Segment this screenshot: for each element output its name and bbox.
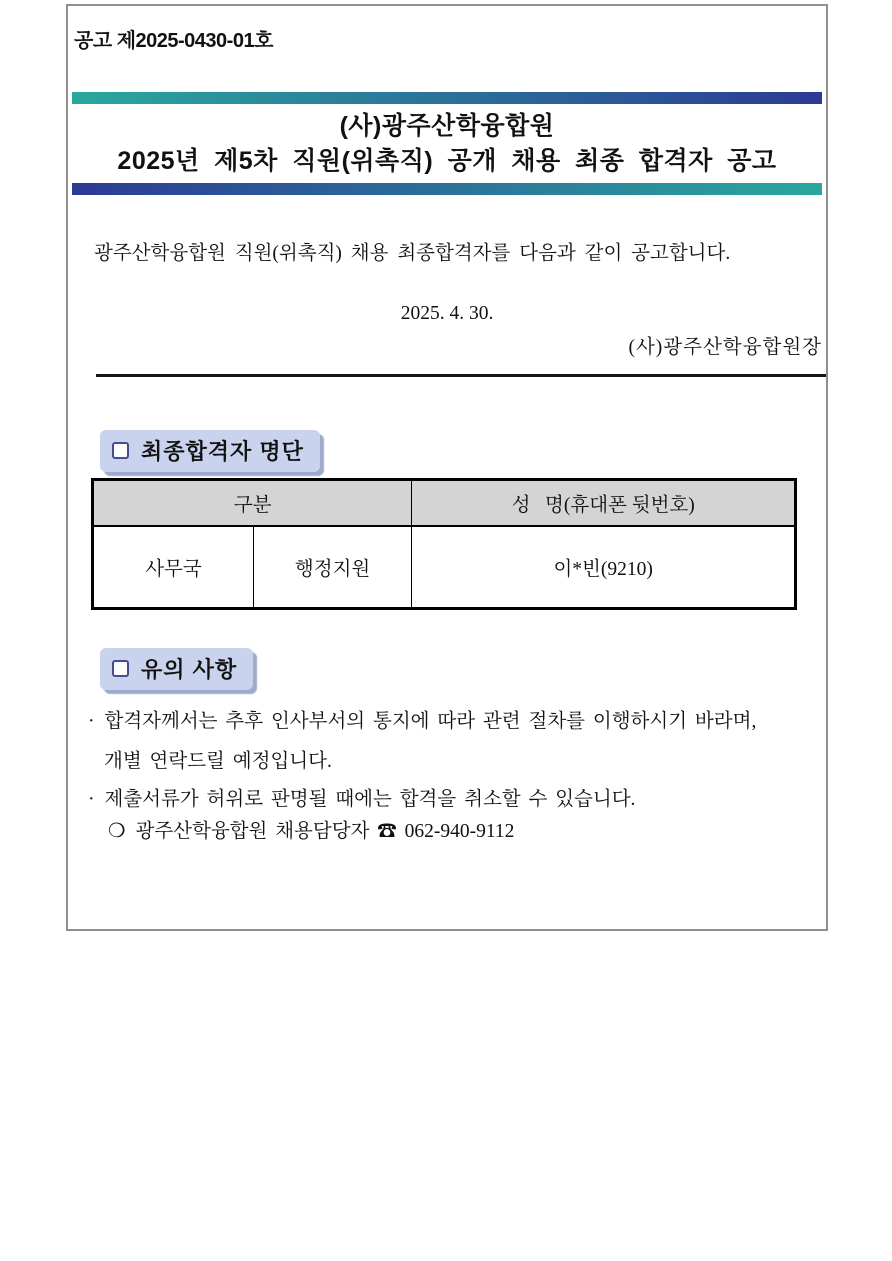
page-border-frame <box>66 4 828 931</box>
contact-line <box>108 815 514 843</box>
announcement-number: 공고 제2025-0430-01호 <box>74 30 273 52</box>
notice-text: 합격자께서는 추후 인사부서의 통지에 따라 관련 절차를 이행하시기 바라며, <box>104 711 757 732</box>
org-title: (사)광주산학융합원 <box>339 112 555 140</box>
table-header-name: 성 명(휴대폰 뒷번호) <box>412 480 795 526</box>
cell-role: 행정지원 <box>253 526 411 608</box>
section-header-final-pass-list <box>100 430 320 472</box>
section-title: 유의 사항 <box>141 657 238 682</box>
notice-text: 개별 연락드릴 예정입니다. <box>104 751 332 772</box>
notice-line <box>88 783 635 811</box>
final-pass-table <box>92 479 796 609</box>
contact-text: 광주산학융합원 채용담당자 ☎ 062-940-9112 <box>135 821 515 842</box>
title-banner-top-gradient-bar <box>72 92 822 104</box>
circle-bullet: ❍ <box>108 821 126 842</box>
table-row <box>93 526 795 608</box>
section-header-notice <box>100 648 253 690</box>
intro-paragraph: 광주산학융합원 직원(위촉직) 채용 최종합격자를 다음과 같이 공고합니다. <box>94 243 731 264</box>
announcement-title: 2025년 제5차 직원(위촉직) 공개 채용 최종 합격자 공고 <box>117 147 777 175</box>
title-banner-bottom-gradient-bar <box>72 183 822 195</box>
notice-text: 제출서류가 허위로 판명될 때에는 합격을 취소할 수 있습니다. <box>104 789 636 810</box>
notice-line <box>104 745 332 773</box>
dot-bullet: · <box>88 711 95 732</box>
signer: (사)광주산학융합원장 <box>628 337 822 358</box>
notice-line <box>88 705 756 733</box>
section-title: 최종합격자 명단 <box>141 439 304 464</box>
table-header-category: 구분 <box>93 480 412 526</box>
horizontal-rule <box>96 374 826 377</box>
table-header-row <box>93 480 795 526</box>
announcement-date: 2025. 4. 30. <box>400 303 494 324</box>
square-bullet-icon <box>112 660 129 677</box>
square-bullet-icon <box>112 442 129 459</box>
cell-name: 이*빈(9210) <box>412 526 795 608</box>
dot-bullet: · <box>88 789 95 810</box>
cell-department: 사무국 <box>93 526 253 608</box>
